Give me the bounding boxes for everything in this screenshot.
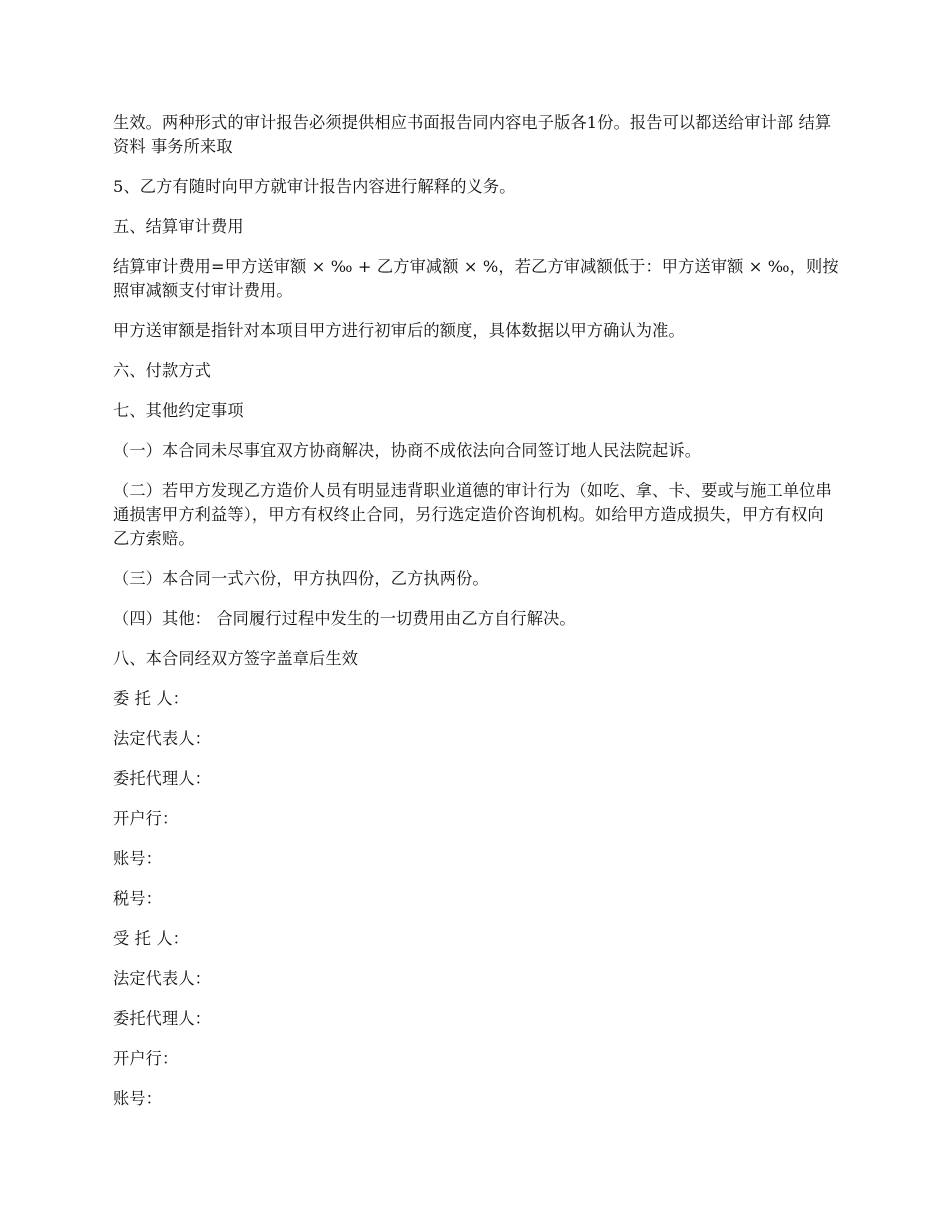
signature-client-bank: 开户行：: [113, 809, 179, 828]
signature-contractor-bank: 开户行：: [113, 1049, 179, 1068]
heading-section-8: 八、本合同经双方签字盖章后生效: [113, 649, 359, 668]
paragraph-fee-formula: 结算审计费用=甲方送审额 × ‰ + 乙方审减额 × %，若乙方审减额低于：甲方送审额 × ‰，则按照审减额支付审计费用。: [113, 257, 839, 300]
signature-contractor: 受 托 人：: [113, 929, 189, 948]
signature-client-legal-rep: 法定代表人：: [113, 729, 212, 748]
signature-contractor-agent: 委托代理人：: [113, 1009, 212, 1028]
signature-contractor-account: 账号：: [113, 1089, 163, 1108]
heading-section-5: 五、结算审计费用: [113, 217, 244, 236]
paragraph-term-1: （一）本合同未尽事宜双方协商解决，协商不成依法向合同签订地人民法院起诉。: [113, 441, 702, 460]
paragraph-report-effect: 生效。两种形式的审计报告必须提供相应书面报告同内容电子版各1份。报告可以都送给审计部 结算资料 事务所来取: [113, 113, 832, 156]
heading-section-6: 六、付款方式: [113, 361, 212, 380]
paragraph-clause-5: 5、乙方有随时向甲方就审计报告内容进行解释的义务。: [113, 177, 516, 196]
paragraph-term-2: （二）若甲方发现乙方造价人员有明显违背职业道德的审计行为（如吃、拿、卡、要或与施工单位串通损害甲方利益等），甲方有权终止合同，另行选定造价咨询机构。如给甲方造成损失，甲方有权向乙方索赔。: [113, 481, 832, 548]
signature-client: 委 托 人：: [113, 689, 189, 708]
paragraph-term-4: （四）其他： 合同履行过程中发生的一切费用由乙方自行解决。: [113, 609, 576, 628]
heading-section-7: 七、其他约定事项: [113, 401, 244, 420]
paragraph-term-3: （三）本合同一式六份，甲方执四份，乙方执两份。: [113, 569, 489, 588]
signature-contractor-legal-rep: 法定代表人：: [113, 969, 212, 988]
signature-client-tax-id: 税号：: [113, 889, 163, 908]
paragraph-submission-amount: 甲方送审额是指针对本项目甲方进行初审后的额度，具体数据以甲方确认为准。: [113, 321, 685, 340]
signature-client-agent: 委托代理人：: [113, 769, 212, 788]
signature-client-account: 账号：: [113, 849, 163, 868]
